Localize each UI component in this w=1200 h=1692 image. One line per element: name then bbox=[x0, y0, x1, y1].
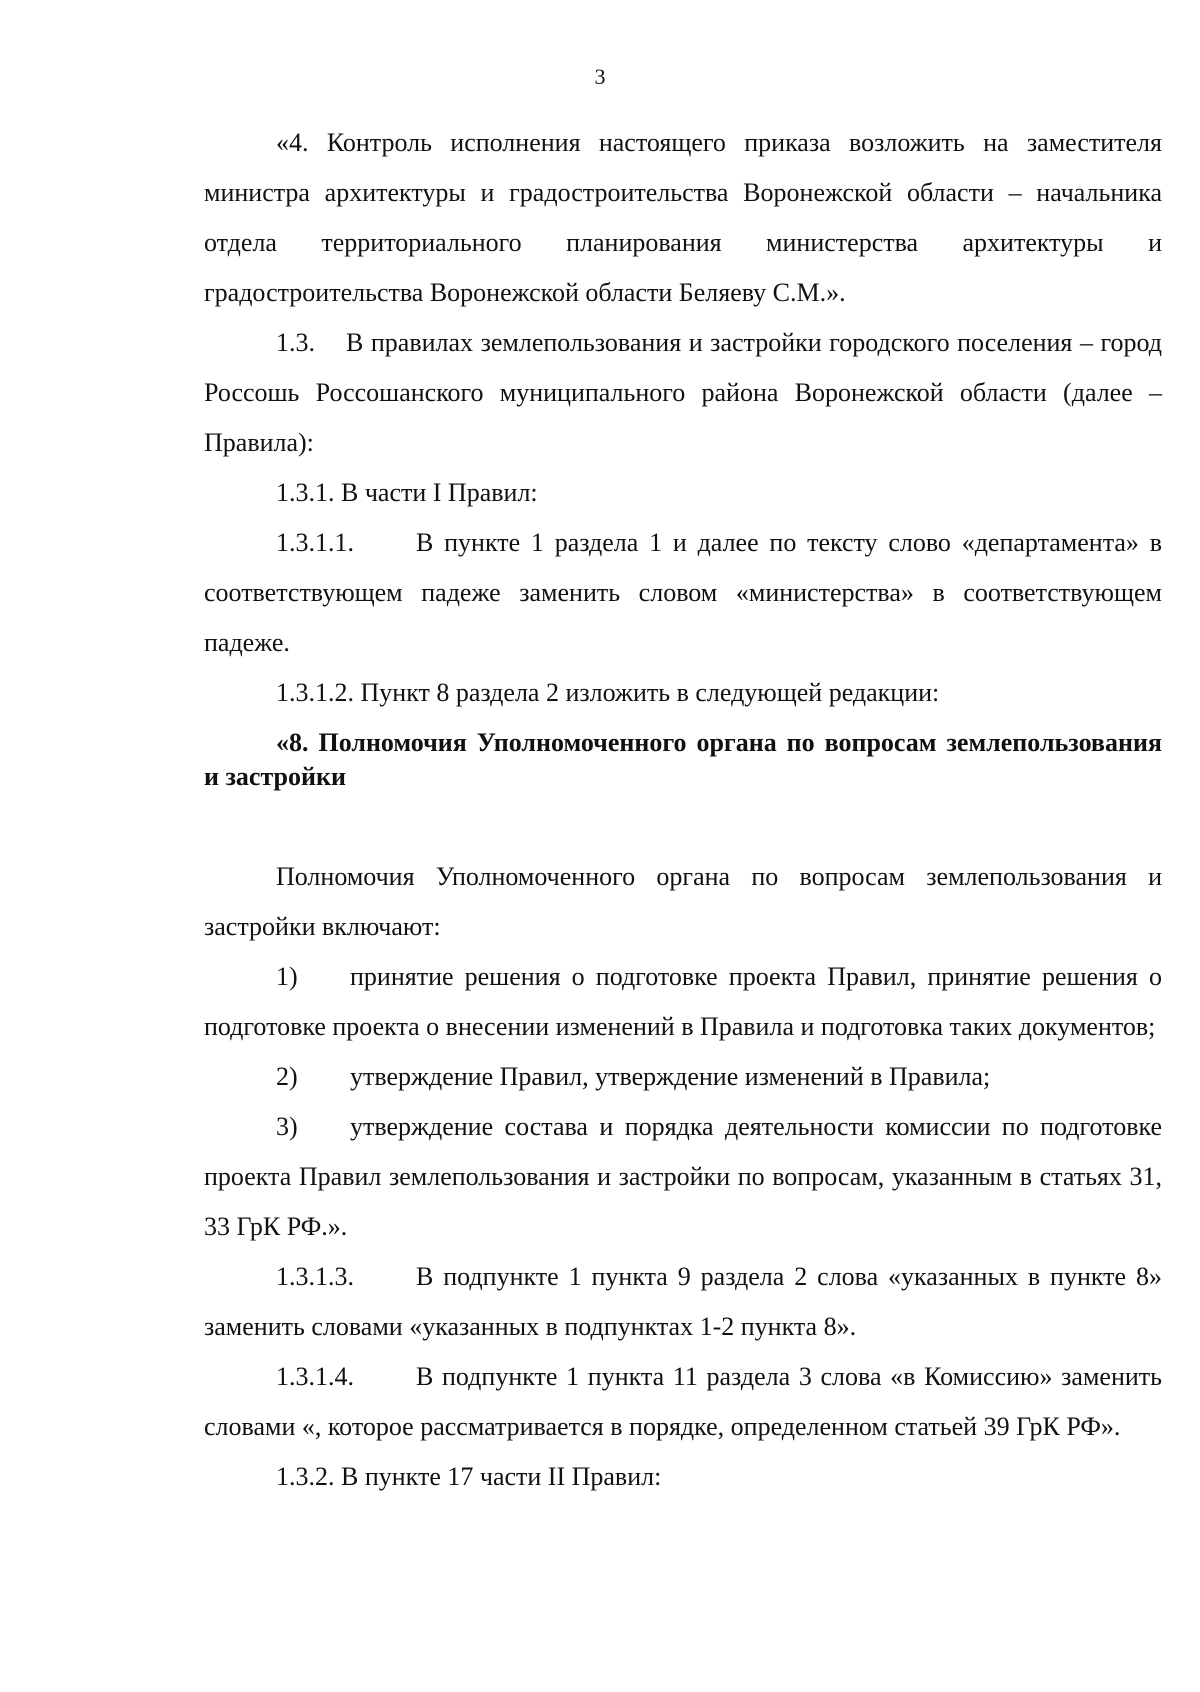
spacer bbox=[204, 794, 1162, 852]
list-item-text: принятие решения о подготовке проекта Правил, принятие решения о подготовке проекта о внесении изменений в Правила и подготовка таких документов; bbox=[204, 962, 1162, 1041]
list-item bbox=[204, 1052, 1162, 1102]
paragraph-number: 1.3. bbox=[276, 328, 315, 357]
paragraph-text: В подпункте 1 пункта 11 раздела 3 слова «в Комиссию» заменить словами «, которое рассматривается в порядке, определенном статьей 39 ГрК РФ». bbox=[204, 1362, 1162, 1441]
paragraph-1-3-1-3 bbox=[204, 1252, 1162, 1352]
paragraph-number: 1.3.1.1. bbox=[276, 528, 354, 557]
paragraph-text: В правилах землепользования и застройки городского поселения – город Россошь Россошанского муниципального района Воронежской области (далее – Правила): bbox=[204, 328, 1162, 457]
paragraph-1-3-2: 1.3.2. В пункте 17 части II Правил: bbox=[276, 1462, 662, 1491]
list-item-number: 2) bbox=[276, 1062, 298, 1091]
list-item bbox=[204, 1102, 1162, 1252]
paragraph-text: В подпункте 1 пункта 9 раздела 2 слова «указанных в пункте 8» заменить словами «указанных в подпунктах 1-2 пункта 8». bbox=[204, 1262, 1162, 1341]
list-item bbox=[204, 952, 1162, 1052]
page-number: 3 bbox=[594, 64, 606, 89]
paragraph-number: 1.3.1.3. bbox=[276, 1262, 354, 1291]
list-item-number: 3) bbox=[276, 1112, 298, 1141]
paragraph-text: В пункте 1 раздела 1 и далее по тексту слово «департамента» в соответствующем падеже заменить словом «министерства» в соответствующем падеже. bbox=[204, 528, 1162, 657]
paragraph-1-3-1-4 bbox=[204, 1352, 1162, 1452]
section-heading: «8. Полномочия Уполномоченного органа по вопросам землепользования и застройки bbox=[204, 728, 1162, 791]
paragraph-1-3-1-1 bbox=[204, 518, 1162, 668]
list-item-number: 1) bbox=[276, 962, 298, 991]
paragraph-1-3-1-2: 1.3.1.2. Пункт 8 раздела 2 изложить в следующей редакции: bbox=[276, 678, 940, 707]
list-item-text: утверждение состава и порядка деятельности комиссии по подготовке проекта Правил землепользования и застройки по вопросам, указанным в статьях 31, 33 ГрК РФ.». bbox=[204, 1112, 1162, 1241]
paragraph-1-3-1: 1.3.1. В части I Правил: bbox=[276, 478, 538, 507]
paragraph-1-3 bbox=[204, 318, 1162, 468]
paragraph-number: 1.3.1.4. bbox=[276, 1362, 354, 1391]
paragraph-control-clause: «4. Контроль исполнения настоящего приказа возложить на заместителя министра архитектуры и градостроительства Воронежской области – начальника отдела территориального планирования министерства архитектуры и градостроительства Воронежской области Беляеву С.М.». bbox=[204, 128, 1162, 307]
paragraph-powers-intro: Полномочия Уполномоченного органа по вопросам землепользования и застройки включают: bbox=[204, 862, 1162, 941]
list-item-text: утверждение Правил, утверждение изменений в Правила; bbox=[350, 1062, 991, 1091]
document-body bbox=[204, 118, 1162, 1502]
